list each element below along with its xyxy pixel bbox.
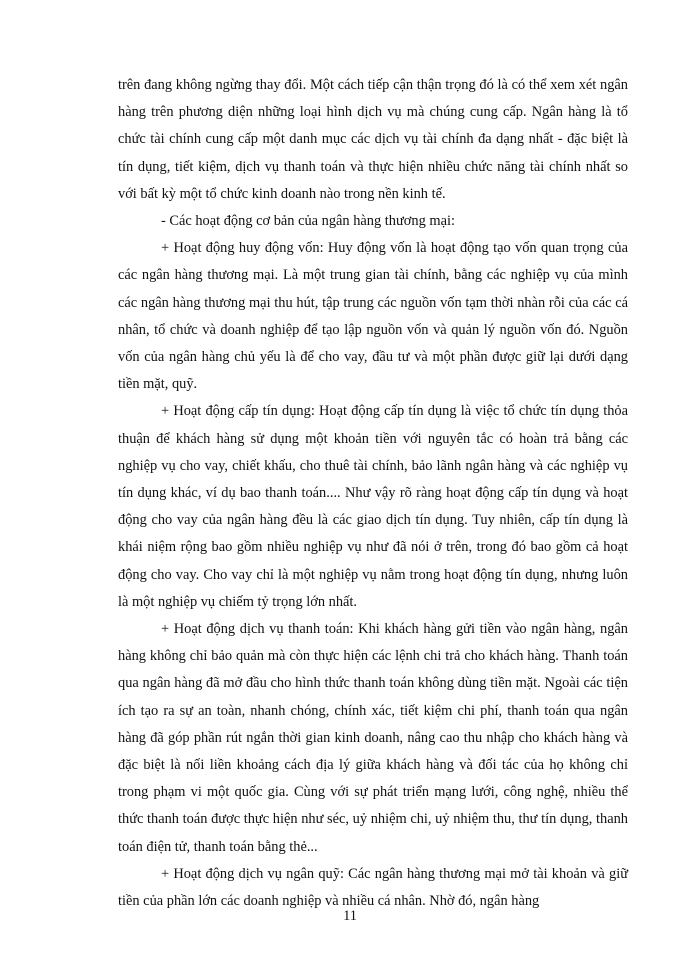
paragraph-intro-continuation: trên đang không ngừng thay đổi. Một cách tiếp cận thận trọng đó là có thể xem xét ngân hàng trên phương diện những loại hình dịch vụ mà chúng cung cấp. Ngân hàng là tổ chức tài chính cung cấp một danh mục các dịch vụ tài chính đa dạng nhất - đặc biệt là tín dụng, tiết kiệm, dịch vụ thanh toán và thực hiện nhiều chức năng tài chính nhất so với bất kỳ một tổ chức kinh doanh nào trong nền kinh tế.: [118, 77, 628, 202]
paragraph-payment-services: + Hoạt động dịch vụ thanh toán: Khi khách hàng gửi tiền vào ngân hàng, ngân hàng không chỉ bảo quản mà còn thực hiện các lệnh chi trả cho khách hàng. Thanh toán qua ngân hàng đã mở đầu cho hình thức thanh toán không dùng tiền mặt. Ngoài các tiện ích tạo ra sự an toàn, nhanh chóng, chính xác, tiết kiệm chi phí, thanh toán qua ngân hàng đã góp phần rút ngắn thời gian kinh doanh, nâng cao thu nhập cho khách hàng và đặc biệt là nối liền khoảng cách địa lý giữa khách hàng và đối tác của họ không chỉ trong phạm vi một quốc gia. Cùng với sự phát triển mạng lưới, công nghệ, nhiều thể thức thanh toán được thực hiện như séc, uỷ nhiệm chi, uỷ nhiệm thu, thư tín dụng, thanh toán điện tử, thanh toán bằng thẻ...: [118, 621, 628, 855]
paragraph-basic-activities-heading: - Các hoạt động cơ bản của ngân hàng thương mại:: [161, 213, 455, 230]
paragraph-treasury-services: + Hoạt động dịch vụ ngân quỹ: Các ngân hàng thương mại mở tài khoản và giữ tiền của phần lớn các doanh nghiệp và nhiều cá nhân. Nhờ đó, ngân hàng: [118, 865, 628, 910]
page-number: 11: [343, 908, 357, 924]
paragraph-credit-granting: + Hoạt động cấp tín dụng: Hoạt động cấp tín dụng là việc tổ chức tín dụng thỏa thuận để khách hàng sử dụng một khoản tiền với nguyên tắc có hoàn trả bằng các nghiệp vụ cho vay, chiết khấu, cho thuê tài chính, bảo lãnh ngân hàng và các nghiệp vụ tín dụng khác, ví dụ bao thanh toán.... Như vậy rõ ràng hoạt động cấp tín dụng và hoạt động cho vay của ngân hàng đều là các giao dịch tín dụng. Tuy nhiên, cấp tín dụng là khái niệm rộng bao gồm nhiều nghiệp vụ như đã nói ở trên, trong đó bao gồm cả hoạt động cho vay. Cho vay chỉ là một nghiệp vụ nằm trong hoạt động tín dụng, nhưng luôn là một nghiệp vụ chiếm tỷ trọng lớn nhất.: [118, 403, 628, 610]
paragraph-capital-mobilization: + Hoạt động huy động vốn: Huy động vốn là hoạt động tạo vốn quan trọng của các ngân hàng thương mại. Là một trung gian tài chính, bằng các nghiệp vụ của mình các ngân hàng thương mại thu hút, tập trung các nguồn vốn tạm thời nhàn rỗi của các cá nhân, tổ chức và doanh nghiệp để tạo lập nguồn vốn và quản lý nguồn vốn đó. Nguồn vốn của ngân hàng chủ yếu là để cho vay, đầu tư và một phần được giữ lại dưới dạng tiền mặt, quỹ.: [118, 240, 628, 393]
